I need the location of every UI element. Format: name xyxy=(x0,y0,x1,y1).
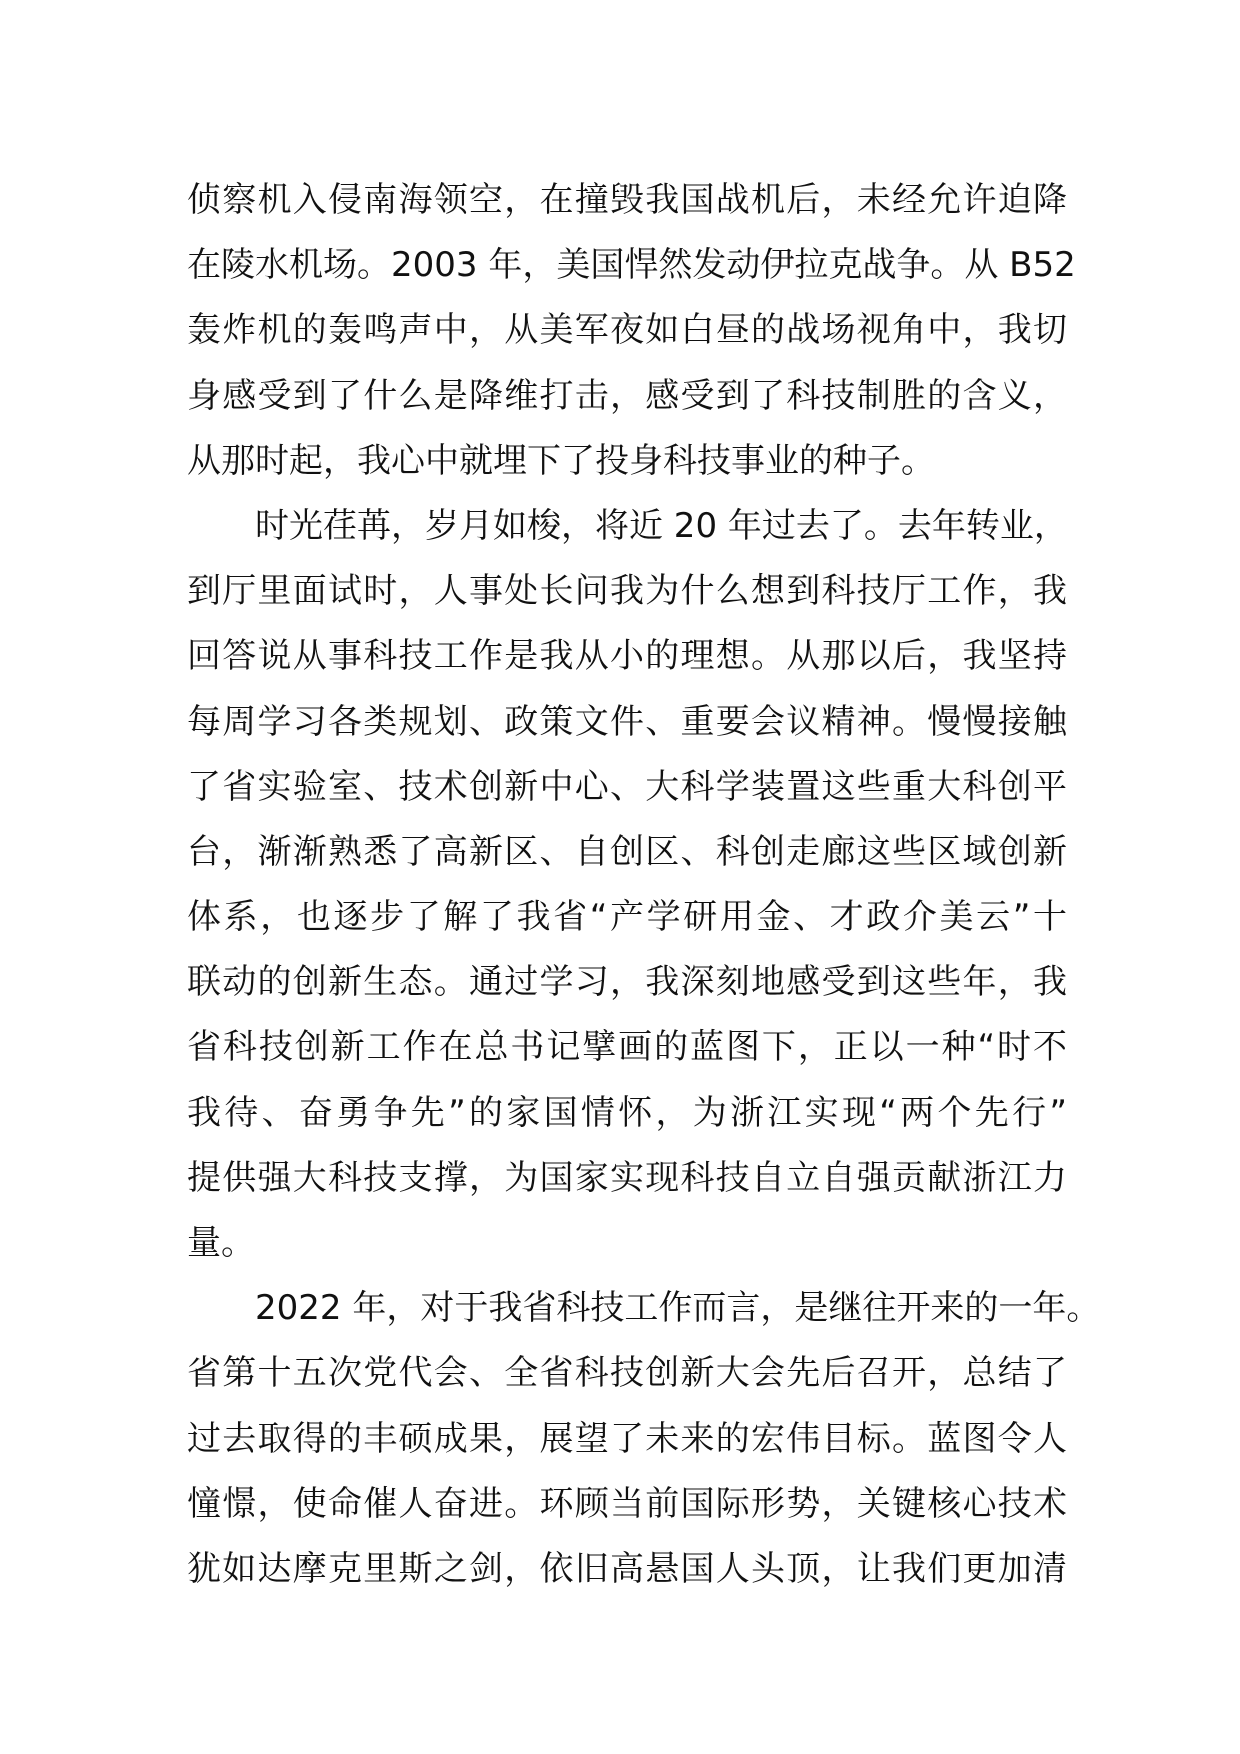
text-line: 省第十五次党代会、全省科技创新大会先后召开，总结了 xyxy=(187,1353,1067,1394)
text-line: 体系，也逐步了解了我省“产学研用金、才政介美云”十 xyxy=(187,897,1067,938)
text-line: 从那时起，我心中就埋下了投身科技事业的种子。 xyxy=(187,440,935,481)
text-line: 到厅里面试时，人事处长问我为什么想到科技厅工作，我 xyxy=(187,571,1067,612)
text-line: 在陵水机场。2003 年，美国悍然发动伊拉克战争。从 B52 xyxy=(187,245,1076,286)
text-line: 省科技创新工作在总书记擘画的蓝图下，正以一种“时不 xyxy=(187,1027,1067,1068)
text-line: 我待、奋勇争先”的家国情怀，为浙江实现“两个先行” xyxy=(187,1092,1067,1133)
text-line: 台，渐渐熟悉了高新区、自创区、科创走廊这些区域创新 xyxy=(187,831,1067,872)
text-line: 轰炸机的轰鸣声中，从美军夜如白昼的战场视角中，我切 xyxy=(187,310,1067,351)
text-line: 侦察机入侵南海领空，在撞毁我国战机后，未经允许迫降 xyxy=(187,180,1067,220)
text-line: 每周学习各类规划、政策文件、重要会议精神。慢慢接触 xyxy=(187,701,1067,742)
body-text xyxy=(187,168,1101,1602)
text-line: 2022 年，对于我省科技工作而言，是继往开来的一年。 xyxy=(255,1288,1101,1329)
text-line: 憧憬，使命催人奋进。环顾当前国际形势，关键核心技术 xyxy=(187,1483,1067,1524)
text-line: 联动的创新生态。通过学习，我深刻地感受到这些年，我 xyxy=(187,962,1067,1003)
text-line: 过去取得的丰硕成果，展望了未来的宏伟目标。蓝图令人 xyxy=(187,1418,1067,1459)
text-line: 量。 xyxy=(187,1223,255,1263)
text-line: 时光荏苒，岁月如梭，将近 20 年过去了。去年转业， xyxy=(255,505,1068,546)
text-line: 回答说从事科技工作是我从小的理想。从那以后，我坚持 xyxy=(187,636,1067,677)
text-line: 身感受到了什么是降维打击，感受到了科技制胜的含义， xyxy=(187,375,1067,416)
text-line: 犹如达摩克里斯之剑，依旧高悬国人头顶，让我们更加清 xyxy=(187,1548,1067,1589)
text-line: 了省实验室、技术创新中心、大科学装置这些重大科创平 xyxy=(187,766,1067,807)
text-line: 提供强大科技支撑，为国家实现科技自立自强贡献浙江力 xyxy=(187,1157,1067,1198)
